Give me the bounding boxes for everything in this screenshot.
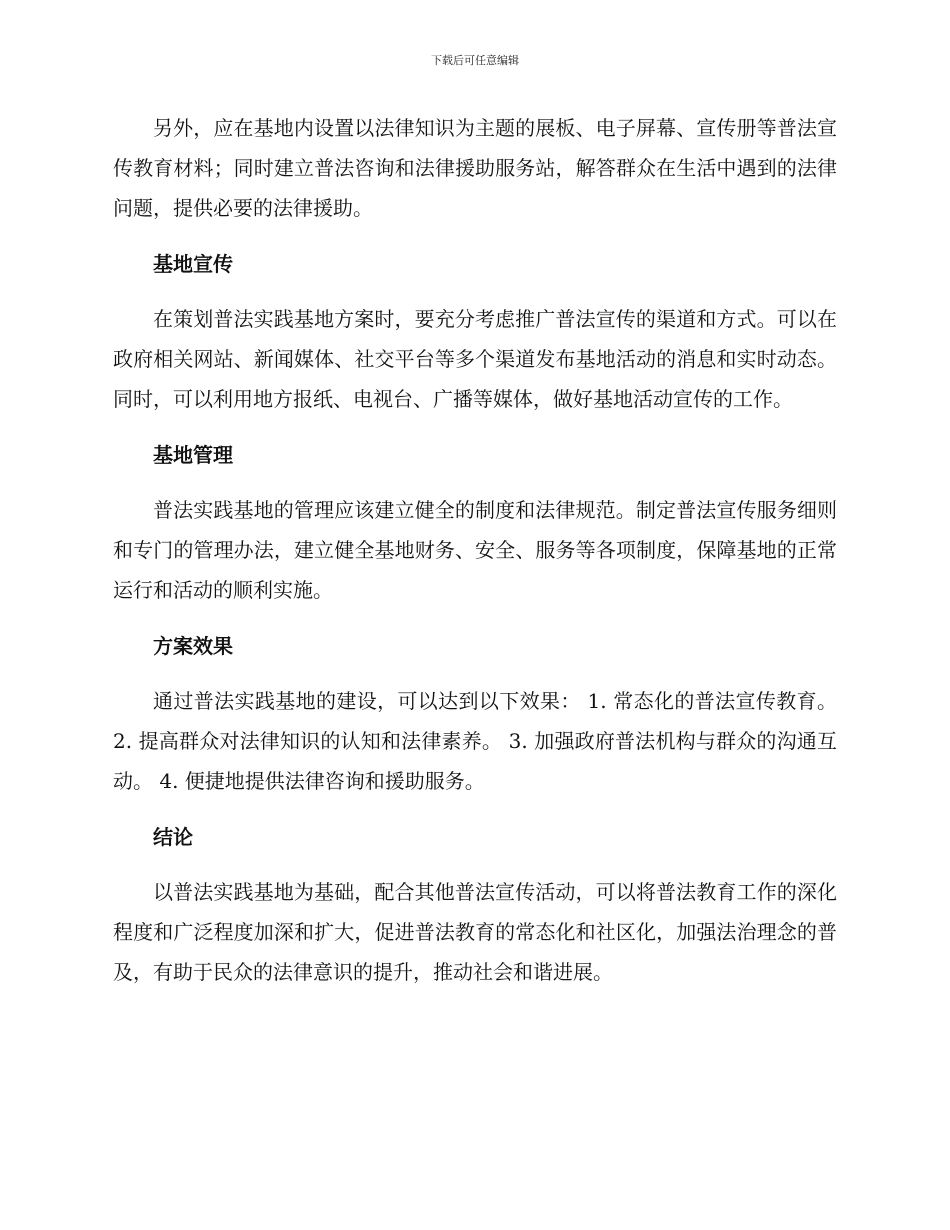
section-heading-publicity: 基地宣传 (153, 252, 233, 276)
document-body (113, 108, 837, 992)
section-body-effects: 通过普法实践基地的建设，可以达到以下效果： 1. 常态化的普法宣传教育。 2. 提高群众对法律知识的认知和法律素养。 3. 加强政府普法机构与群众的沟通互动。 4. 便捷地提供法律咨询和援助服务。 (113, 689, 837, 793)
intro-paragraph: 另外，应在基地内设置以法律知识为主题的展板、电子屏幕、宣传册等普法宣传教育材料；同时建立普法咨询和法律援助服务站，解答群众在生活中遇到的法律问题，提供必要的法律援助。 (113, 116, 837, 220)
section-heading-effects: 方案效果 (153, 634, 233, 658)
section-heading-management: 基地管理 (153, 443, 233, 467)
section-body-conclusion: 以普法实践基地为基础，配合其他普法宣传活动，可以将普法教育工作的深化程度和广泛程度加深和扩大，促进普法教育的常态化和社区化，加强法治理念的普及，有助于民众的法律意识的提升，推动社会和谐进展。 (113, 880, 837, 984)
section-body-publicity: 在策划普法实践基地方案时，要充分考虑推广普法宣传的渠道和方式。可以在政府相关网站、新闻媒体、社交平台等多个渠道发布基地活动的消息和实时动态。同时，可以利用地方报纸、电视台、广播等媒体，做好基地活动宣传的工作。 (113, 307, 837, 411)
section-body-management: 普法实践基地的管理应该建立健全的制度和法律规范。制定普法宣传服务细则和专门的管理办法，建立健全基地财务、安全、服务等各项制度，保障基地的正常运行和活动的顺利实施。 (113, 498, 837, 602)
page-header: 下载后可任意编辑 (431, 54, 519, 67)
section-heading-conclusion: 结论 (153, 825, 193, 849)
